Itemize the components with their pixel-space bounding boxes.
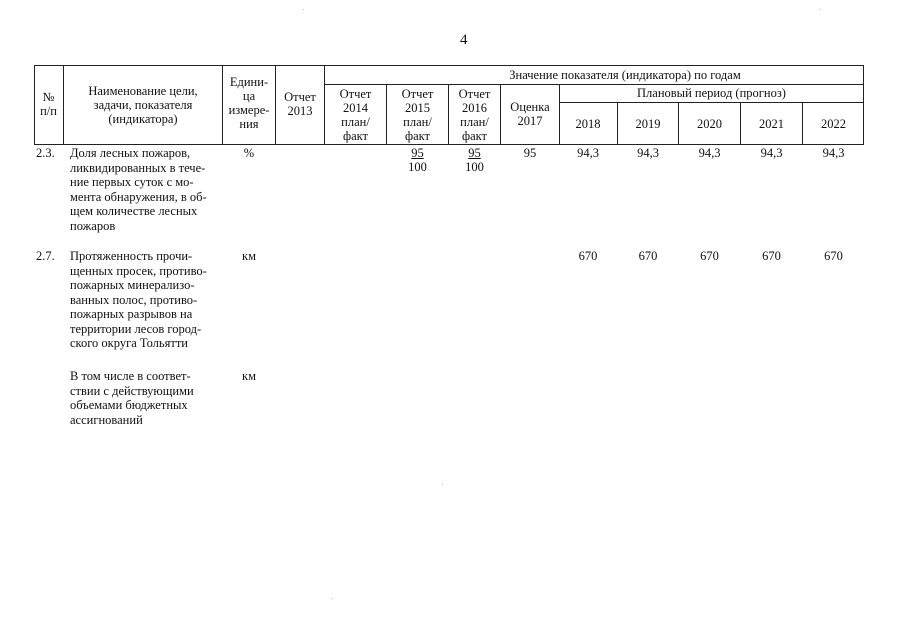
scan-speck <box>303 9 304 10</box>
row-unit: км <box>242 369 256 383</box>
header-year: 2022 <box>821 117 846 131</box>
row-indicator-name: Протяженность прочи- щенных просек, противо- пожарных минерализо- ванных полос, противо- пожарных разрывов на территории лесов город- ского округа Тольятти <box>70 249 207 350</box>
scan-speck <box>442 484 443 485</box>
plan-value: 94,3 <box>698 146 721 160</box>
report-2015-plan: 95 <box>411 146 424 160</box>
plan-value: 670 <box>638 249 658 263</box>
header-plan-title: Плановый период (прогноз) <box>637 86 786 100</box>
row-number: 2.3. <box>36 146 55 160</box>
plan-value: 94,3 <box>637 146 659 160</box>
header-group-title: Значение показателя (индикатора) по годам <box>509 68 741 82</box>
scan-speck <box>331 598 332 599</box>
row-indicator-name: Доля лесных пожаров, ликвидированных в тече- ние первых суток с мо- мента обнаружения, в об- щем количестве лесных пожаров <box>70 146 207 233</box>
header-year: 2018 <box>575 117 601 131</box>
report-2015-fact: 100 <box>408 160 427 174</box>
plan-value: 94,3 <box>577 146 599 160</box>
report-2016-fact: 100 <box>465 160 484 174</box>
row-number: 2.7. <box>36 249 55 263</box>
header-col-report-2016: Отчет 2016 план/ факт <box>458 87 491 143</box>
header-year: 2019 <box>635 117 661 131</box>
plan-value: 670 <box>762 249 781 263</box>
header-col-unit: Едини- ца измере- ния <box>228 75 270 131</box>
divider <box>324 84 864 85</box>
report-2016-plan: 95 <box>468 146 481 160</box>
plan-value: 670 <box>824 249 843 263</box>
estimate-2017-value: 95 <box>523 146 537 160</box>
plan-value: 670 <box>700 249 719 263</box>
header-col-name: Наименование цели, задачи, показателя (индикатора) <box>88 84 198 126</box>
header-col-number: № п/п <box>40 90 57 118</box>
scan-speck <box>820 9 821 10</box>
row-unit: % <box>243 146 255 160</box>
row-unit: км <box>242 249 256 263</box>
plan-value: 670 <box>578 249 598 263</box>
header-col-report-2014: Отчет 2014 план/ факт <box>339 87 372 143</box>
header-col-estimate-2017: Оценка 2017 <box>510 100 550 128</box>
page-number: 4 <box>460 32 468 48</box>
plan-value: 94,3 <box>822 146 845 160</box>
header-year: 2021 <box>759 117 784 131</box>
header-col-report-2015: Отчет 2015 план/ факт <box>401 87 434 143</box>
header-col-report-2013: Отчет 2013 <box>284 90 316 118</box>
divider <box>559 102 864 103</box>
header-year: 2020 <box>697 117 722 131</box>
plan-value: 94,3 <box>760 146 783 160</box>
row-indicator-name: В том числе в соответ- ствии с действующими объемами бюджетных ассигнований <box>70 369 194 427</box>
